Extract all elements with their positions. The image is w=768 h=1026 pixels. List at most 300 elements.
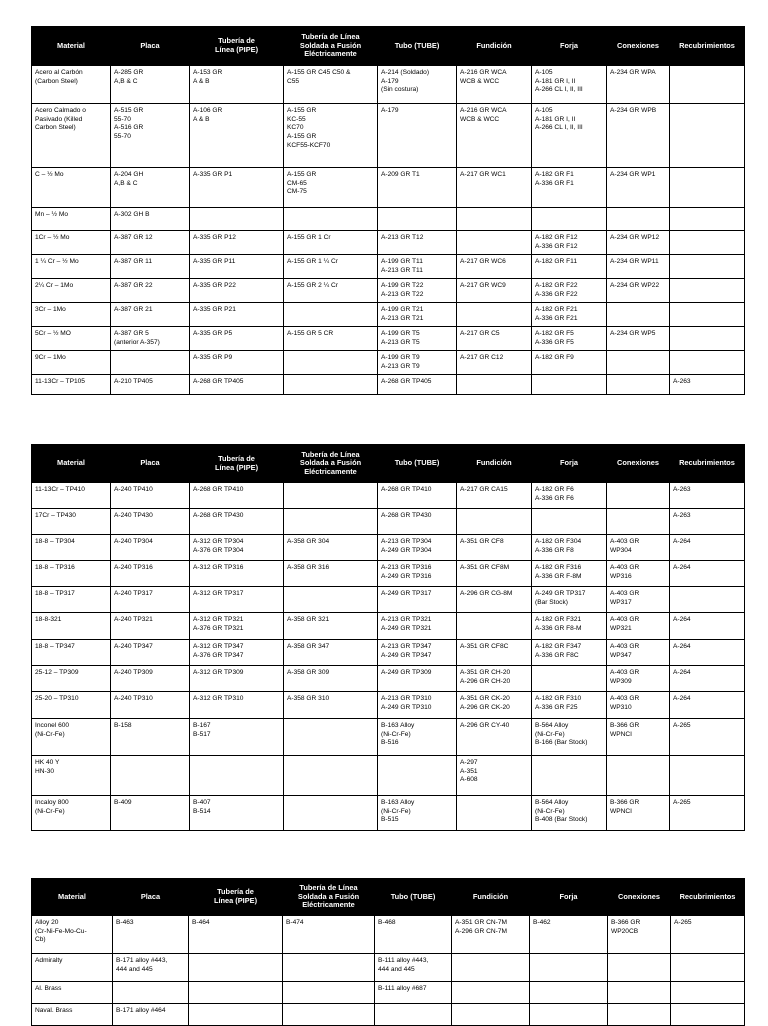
spec-cell: A-403 GR WP347 (607, 640, 670, 666)
spec-cell (532, 375, 607, 395)
spec-cell (113, 982, 189, 1004)
material-cell: 18-8 – TP316 (32, 561, 111, 587)
spec-cell: A-240 TP316 (111, 561, 190, 587)
spec-cell (457, 303, 532, 327)
table-row (32, 66, 745, 104)
spec-cell: A-403 GR WP309 (607, 666, 670, 692)
spec-cell: A-240 TP310 (111, 692, 190, 719)
spec-cell: A-351 GR CH-20 A-296 GR CH-20 (457, 666, 532, 692)
material-cell: 2¼ Cr – 1Mo (32, 279, 111, 303)
spec-cell: A-312 GR TP310 (190, 692, 284, 719)
material-cell: Al. Brass (32, 982, 113, 1004)
material-cell: 25-12 – TP309 (32, 666, 111, 692)
column-header: Tubo (TUBE) (375, 879, 452, 916)
spec-cell: A-268 GR TP430 (190, 509, 284, 535)
column-header: Conexiones (607, 27, 670, 66)
spec-cell: A-312 GR TP304 A-376 GR TP304 (190, 535, 284, 561)
materials-table-1 (31, 26, 745, 395)
spec-cell: A-351 GR CF8 (457, 535, 532, 561)
spec-cell: A-265 (670, 796, 745, 831)
material-cell: Mn – ½ Mo (32, 208, 111, 231)
spec-cell: A-199 GR T22 A-213 GR T22 (378, 279, 457, 303)
spec-cell: A-403 GR WP304 (607, 535, 670, 561)
spec-cell: A-179 (378, 104, 457, 168)
spec-cell: A-105 A-181 GR I, II A-266 CL I, II, III (532, 66, 607, 104)
column-header: Fundición (457, 445, 532, 483)
spec-cell: A-234 GR WP1 (607, 168, 670, 208)
spec-cell (283, 982, 375, 1004)
spec-cell: A-155 GR KC-55 KC70 A-155 GR KCF55-KCF70 (284, 104, 378, 168)
spec-cell: A-155 GR 2 ¼ Cr (284, 279, 378, 303)
spec-cell (532, 756, 607, 796)
material-cell: 25-20 – TP310 (32, 692, 111, 719)
spec-cell: A-234 GR WP11 (607, 255, 670, 279)
material-cell: 1Cr – ½ Mo (32, 231, 111, 255)
spec-cell: A-335 GR P11 (190, 255, 284, 279)
spec-cell: A-240 TP321 (111, 613, 190, 640)
spec-cell: A-182 GR F9 (532, 351, 607, 375)
spec-cell: A-351 GR CK-20 A-296 GR CK-20 (457, 692, 532, 719)
spec-cell: A-358 GR 347 (284, 640, 378, 666)
material-cell: 1 ¼ Cr – ½ Mo (32, 255, 111, 279)
spec-cell: A-249 GR TP317 (378, 587, 457, 613)
spec-cell: A-182 GR F321 A-336 GR F8-M (532, 613, 607, 640)
material-cell: Naval. Brass (32, 1004, 113, 1026)
spec-cell (111, 351, 190, 375)
spec-cell: A-210 TP405 (111, 375, 190, 395)
spec-cell (284, 796, 378, 831)
spec-cell: A-217 GR WC1 (457, 168, 532, 208)
column-header: Conexiones (608, 879, 671, 916)
spec-cell (670, 303, 745, 327)
table-header-row (32, 879, 745, 916)
spec-cell: A-351 GR CF8M (457, 561, 532, 587)
column-header: Fundición (457, 27, 532, 66)
table-row (32, 535, 745, 561)
spec-cell: A-312 GR TP321 A-376 GR TP321 (190, 613, 284, 640)
spec-cell: A-213 GR TP347 A-249 GR TP347 (378, 640, 457, 666)
spec-cell: A-234 GR WPA (607, 66, 670, 104)
column-header: Placa (111, 445, 190, 483)
table-row (32, 916, 745, 954)
spec-cell: A-335 GR P21 (190, 303, 284, 327)
spec-cell: A-234 GR WP12 (607, 231, 670, 255)
spec-cell: B-463 (113, 916, 189, 954)
spec-cell (284, 756, 378, 796)
spec-cell: A-234 GR WPB (607, 104, 670, 168)
spec-cell (671, 982, 745, 1004)
spec-cell: A-155 GR 5 CR (284, 327, 378, 351)
spec-cell: A-264 (670, 692, 745, 719)
spec-cell: A-182 GR F304 A-336 GR F8 (532, 535, 607, 561)
spec-cell (671, 954, 745, 982)
spec-cell: A-216 GR WCA WCB & WCC (457, 66, 532, 104)
spec-cell (284, 483, 378, 509)
column-header: Recubrimientos (671, 879, 745, 916)
column-header: Recubrimientos (670, 27, 745, 66)
spec-cell: B-464 (189, 916, 283, 954)
spec-cell: B-163 Alloy (Ni-Cr-Fe) B-516 (378, 719, 457, 756)
spec-cell (457, 208, 532, 231)
column-header: Tubería de Línea Soldada a Fusión Eléctricamente (284, 445, 378, 483)
spec-cell (283, 1004, 375, 1026)
spec-cell: A-263 (670, 483, 745, 509)
spec-cell: A-182 GR F21 A-336 GR F21 (532, 303, 607, 327)
column-header: Tubería de Línea (PIPE) (189, 879, 283, 916)
spec-cell: A-358 GR 321 (284, 613, 378, 640)
spec-cell (452, 982, 530, 1004)
spec-cell: A-240 TP410 (111, 483, 190, 509)
spec-cell (608, 982, 671, 1004)
spec-cell (670, 104, 745, 168)
spec-cell (670, 66, 745, 104)
spec-cell (190, 208, 284, 231)
table-row (32, 1004, 745, 1026)
table-row (32, 954, 745, 982)
spec-cell: B-474 (283, 916, 375, 954)
spec-cell: A-264 (670, 561, 745, 587)
spec-cell (190, 756, 284, 796)
spec-cell (670, 279, 745, 303)
spec-cell: A-199 GR T9 A-213 GR T9 (378, 351, 457, 375)
spec-cell: A-234 GR WP22 (607, 279, 670, 303)
spec-cell (284, 303, 378, 327)
spec-cell (284, 375, 378, 395)
spec-cell: A-358 GR 309 (284, 666, 378, 692)
spec-cell: B-462 (530, 916, 608, 954)
spec-cell: B-163 Alloy (Ni-Cr-Fe) B-515 (378, 796, 457, 831)
spec-cell: A-387 GR 5 (anterior A-357) (111, 327, 190, 351)
table-row (32, 351, 745, 375)
spec-cell: B-407 B-514 (190, 796, 284, 831)
spec-cell: A-335 GR P1 (190, 168, 284, 208)
spec-cell: A-213 GR T12 (378, 231, 457, 255)
spec-cell: A-268 GR TP405 (190, 375, 284, 395)
material-cell: Acero Calmado o Pasivado (Killed Carbon Steel) (32, 104, 111, 168)
spec-cell: A-213 GR TP321 A-249 GR TP321 (378, 613, 457, 640)
spec-cell: A-268 GR TP405 (378, 375, 457, 395)
spec-cell (284, 719, 378, 756)
spec-cell: A-240 TP317 (111, 587, 190, 613)
spec-cell (530, 1004, 608, 1026)
column-header: Placa (111, 27, 190, 66)
table-row (32, 327, 745, 351)
spec-cell: B-171 alloy #443, 444 and 445 (113, 954, 189, 982)
spec-cell: B-167 B-517 (190, 719, 284, 756)
column-header: Fundición (452, 879, 530, 916)
column-header: Material (32, 879, 113, 916)
spec-cell: A-204 GH A,B & C (111, 168, 190, 208)
spec-cell: A-358 GR 316 (284, 561, 378, 587)
spec-cell: A-335 GR P22 (190, 279, 284, 303)
material-cell: 18-8 – TP347 (32, 640, 111, 666)
spec-cell (457, 796, 532, 831)
spec-cell: B-564 Alloy (Ni-Cr-Fe) B-408 (Bar Stock) (532, 796, 607, 831)
spec-cell: A-217 GR WC6 (457, 255, 532, 279)
column-header: Forja (532, 445, 607, 483)
spec-cell: B-366 GR WPNCI (607, 796, 670, 831)
spec-cell (608, 954, 671, 982)
materials-table-2 (31, 444, 745, 831)
spec-cell: A-358 GR 304 (284, 535, 378, 561)
spec-cell: A-358 GR 310 (284, 692, 378, 719)
table-row (32, 375, 745, 395)
spec-cell: A-209 GR T1 (378, 168, 457, 208)
column-header: Material (32, 445, 111, 483)
spec-cell: A-351 GR CN-7M A-296 GR CN-7M (452, 916, 530, 954)
column-header: Tubería de Línea (PIPE) (190, 27, 284, 66)
spec-cell: A-153 GR A & B (190, 66, 284, 104)
spec-cell: A-387 GR 21 (111, 303, 190, 327)
spec-cell (607, 483, 670, 509)
spec-cell: A-296 GR CG-8M (457, 587, 532, 613)
spec-cell: A-234 GR WP5 (607, 327, 670, 351)
spec-cell: A-249 GR TP317 (Bar Stock) (532, 587, 607, 613)
spec-cell: A-387 GR 12 (111, 231, 190, 255)
spec-cell: A-268 GR TP430 (378, 509, 457, 535)
material-cell: Incaloy 800 (Ni-Cr-Fe) (32, 796, 111, 831)
material-cell: Admiralty (32, 954, 113, 982)
spec-cell (670, 587, 745, 613)
spec-cell: A-213 GR TP304 A-249 GR TP304 (378, 535, 457, 561)
table-row (32, 208, 745, 231)
spec-cell: A-240 TP309 (111, 666, 190, 692)
column-header: Tubería de Línea (PIPE) (190, 445, 284, 483)
table-header-row (32, 27, 745, 66)
material-cell: Inconel 600 (Ni-Cr-Fe) (32, 719, 111, 756)
spec-cell: A-155 GR 1 Cr (284, 231, 378, 255)
spec-cell: A-249 GR TP309 (378, 666, 457, 692)
table-row (32, 587, 745, 613)
spec-cell: A-264 (670, 613, 745, 640)
spec-cell: B-366 GR WPNCI (607, 719, 670, 756)
materials-table-3 (31, 878, 745, 1026)
spec-cell (607, 509, 670, 535)
table-row (32, 719, 745, 756)
spec-cell: A-265 (671, 916, 745, 954)
spec-cell: A-199 GR T5 A-213 GR T5 (378, 327, 457, 351)
spec-cell: A-182 GR F347 A-336 GR F8C (532, 640, 607, 666)
spec-cell: A-264 (670, 535, 745, 561)
spec-cell: A-335 GR P12 (190, 231, 284, 255)
spec-cell: B-171 alloy #464 (113, 1004, 189, 1026)
spec-cell: A-199 GR T11 A-213 GR T11 (378, 255, 457, 279)
table-row (32, 509, 745, 535)
spec-cell: A-240 TP304 (111, 535, 190, 561)
column-header: Tubería de Línea Soldada a Fusión Eléctricamente (283, 879, 375, 916)
spec-cell: A-106 GR A & B (190, 104, 284, 168)
table-row (32, 666, 745, 692)
spec-cell (670, 231, 745, 255)
material-cell: 17Cr – TP430 (32, 509, 111, 535)
spec-cell (189, 1004, 283, 1026)
material-cell: 9Cr – 1Mo (32, 351, 111, 375)
material-cell: 18-8 – TP317 (32, 587, 111, 613)
spec-cell (457, 231, 532, 255)
table-row (32, 279, 745, 303)
spec-cell: A-155 GR CM-65 CM-75 (284, 168, 378, 208)
table-row (32, 104, 745, 168)
spec-cell: A-217 GR CA15 (457, 483, 532, 509)
column-header: Tubo (TUBE) (378, 445, 457, 483)
spec-cell: A-387 GR 22 (111, 279, 190, 303)
spec-cell: A-182 GR F6 A-336 GR F6 (532, 483, 607, 509)
spec-cell: A-217 GR WC9 (457, 279, 532, 303)
column-header: Recubrimientos (670, 445, 745, 483)
table-row (32, 168, 745, 208)
spec-cell: B-111 alloy #687 (375, 982, 452, 1004)
column-header: Placa (113, 879, 189, 916)
material-cell: Alloy 20 (Cr-Ni-Fe-Mo-Cu- Cb) (32, 916, 113, 954)
table-row (32, 483, 745, 509)
spec-cell: A-182 GR F11 (532, 255, 607, 279)
spec-cell: A-217 GR C5 (457, 327, 532, 351)
column-header: Tubo (TUBE) (378, 27, 457, 66)
column-header: Forja (532, 27, 607, 66)
spec-cell: A-312 GR TP309 (190, 666, 284, 692)
material-cell: 11-13Cr – TP410 (32, 483, 111, 509)
table-row (32, 303, 745, 327)
spec-cell: A-213 GR TP310 A-249 GR TP310 (378, 692, 457, 719)
spec-cell (457, 613, 532, 640)
spec-cell: B-564 Alloy (Ni-Cr-Fe) B-166 (Bar Stock) (532, 719, 607, 756)
spec-cell (608, 1004, 671, 1026)
spec-cell: A-182 GR F12 A-336 GR F12 (532, 231, 607, 255)
spec-cell: A-155 GR C45 C50 & C55 (284, 66, 378, 104)
table-row (32, 231, 745, 255)
column-header: Forja (530, 879, 608, 916)
spec-cell: A-403 GR WP321 (607, 613, 670, 640)
spec-cell: B-468 (375, 916, 452, 954)
table-row (32, 613, 745, 640)
spec-cell: A-182 GR F316 A-336 GR F-8M (532, 561, 607, 587)
spec-cell (283, 954, 375, 982)
spec-cell (530, 954, 608, 982)
spec-cell (284, 351, 378, 375)
spec-cell (607, 208, 670, 231)
spec-cell: A-403 GR WP310 (607, 692, 670, 719)
spec-cell (378, 756, 457, 796)
material-cell: Acero al Carbón (Carbon Steel) (32, 66, 111, 104)
column-header: Material (32, 27, 111, 66)
spec-cell: A-105 A-181 GR I, II A-266 CL I, II, III (532, 104, 607, 168)
spec-cell: B-111 alloy #443, 444 and 445 (375, 954, 452, 982)
material-cell: 11-13Cr – TP105 (32, 375, 111, 395)
spec-cell: B-158 (111, 719, 190, 756)
spec-cell: A-182 GR F1 A-336 GR F1 (532, 168, 607, 208)
spec-cell (607, 756, 670, 796)
spec-cell (452, 954, 530, 982)
table-row (32, 692, 745, 719)
spec-cell: A-240 TP347 (111, 640, 190, 666)
spec-cell: A-199 GR T21 A-213 GR T21 (378, 303, 457, 327)
spec-cell: A-268 GR TP410 (190, 483, 284, 509)
spec-cell: A-263 (670, 509, 745, 535)
spec-cell: A-335 GR P9 (190, 351, 284, 375)
spec-cell: A-312 GR TP316 (190, 561, 284, 587)
material-cell: 5Cr – ½ MO (32, 327, 111, 351)
spec-cell: A-182 GR F22 A-336 GR F22 (532, 279, 607, 303)
spec-cell: A-213 GR TP316 A-249 GR TP316 (378, 561, 457, 587)
spec-cell (284, 208, 378, 231)
spec-cell: A-387 GR 11 (111, 255, 190, 279)
spec-cell: A-296 GR CY-40 (457, 719, 532, 756)
material-cell: 18-8-321 (32, 613, 111, 640)
spec-cell: A-264 (670, 666, 745, 692)
material-cell: 3Cr – 1Mo (32, 303, 111, 327)
spec-cell: A-335 GR P5 (190, 327, 284, 351)
spec-cell (284, 509, 378, 535)
spec-cell (532, 509, 607, 535)
table-row (32, 796, 745, 831)
table-row (32, 255, 745, 279)
spec-cell (670, 208, 745, 231)
spec-cell: A-403 GR WP316 (607, 561, 670, 587)
spec-cell (670, 327, 745, 351)
spec-cell: A-268 GR TP410 (378, 483, 457, 509)
spec-cell: A-351 GR CF8C (457, 640, 532, 666)
spec-cell (530, 982, 608, 1004)
spec-cell: A-182 GR F310 A-336 GR F25 (532, 692, 607, 719)
spec-cell: A-297 A-351 A-608 (457, 756, 532, 796)
spec-cell: A-312 GR TP317 (190, 587, 284, 613)
spec-cell: A-217 GR C12 (457, 351, 532, 375)
material-cell: HK 40 Y HN-30 (32, 756, 111, 796)
spec-cell: A-302 GH B (111, 208, 190, 231)
spec-cell (532, 208, 607, 231)
spec-cell: A-312 GR TP347 A-376 GR TP347 (190, 640, 284, 666)
spec-cell: A-263 (670, 375, 745, 395)
spec-cell (189, 982, 283, 1004)
material-cell: 18-8 – TP304 (32, 535, 111, 561)
spec-cell (457, 375, 532, 395)
spec-cell: A-155 GR 1 ¼ Cr (284, 255, 378, 279)
table-row (32, 982, 745, 1004)
spec-cell (670, 351, 745, 375)
spec-cell (671, 1004, 745, 1026)
spec-cell: A-216 GR WCA WCB & WCC (457, 104, 532, 168)
spec-cell: A-265 (670, 719, 745, 756)
spec-cell (111, 756, 190, 796)
spec-cell (607, 351, 670, 375)
table-row (32, 640, 745, 666)
spec-cell (375, 1004, 452, 1026)
spec-cell (189, 954, 283, 982)
spec-cell: B-409 (111, 796, 190, 831)
table-row (32, 756, 745, 796)
table-header-row (32, 445, 745, 483)
spec-cell (607, 303, 670, 327)
table-row (32, 561, 745, 587)
spec-cell: B-366 GR WP20CB (608, 916, 671, 954)
spec-cell (670, 756, 745, 796)
spec-cell: A-285 GR A,B & C (111, 66, 190, 104)
spec-cell: A-240 TP430 (111, 509, 190, 535)
spec-cell: A-214 (Soldado) A-179 (Sin costura) (378, 66, 457, 104)
material-cell: C – ½ Mo (32, 168, 111, 208)
spec-cell: A-264 (670, 640, 745, 666)
spec-cell (607, 375, 670, 395)
spec-cell (457, 509, 532, 535)
spec-cell (452, 1004, 530, 1026)
spec-cell (532, 666, 607, 692)
spec-cell: A-182 GR F5 A-336 GR F5 (532, 327, 607, 351)
spec-cell (284, 587, 378, 613)
spec-cell (670, 255, 745, 279)
column-header: Conexiones (607, 445, 670, 483)
column-header: Tubería de Línea Soldada a Fusión Eléctricamente (284, 27, 378, 66)
spec-cell: A-403 GR WP317 (607, 587, 670, 613)
